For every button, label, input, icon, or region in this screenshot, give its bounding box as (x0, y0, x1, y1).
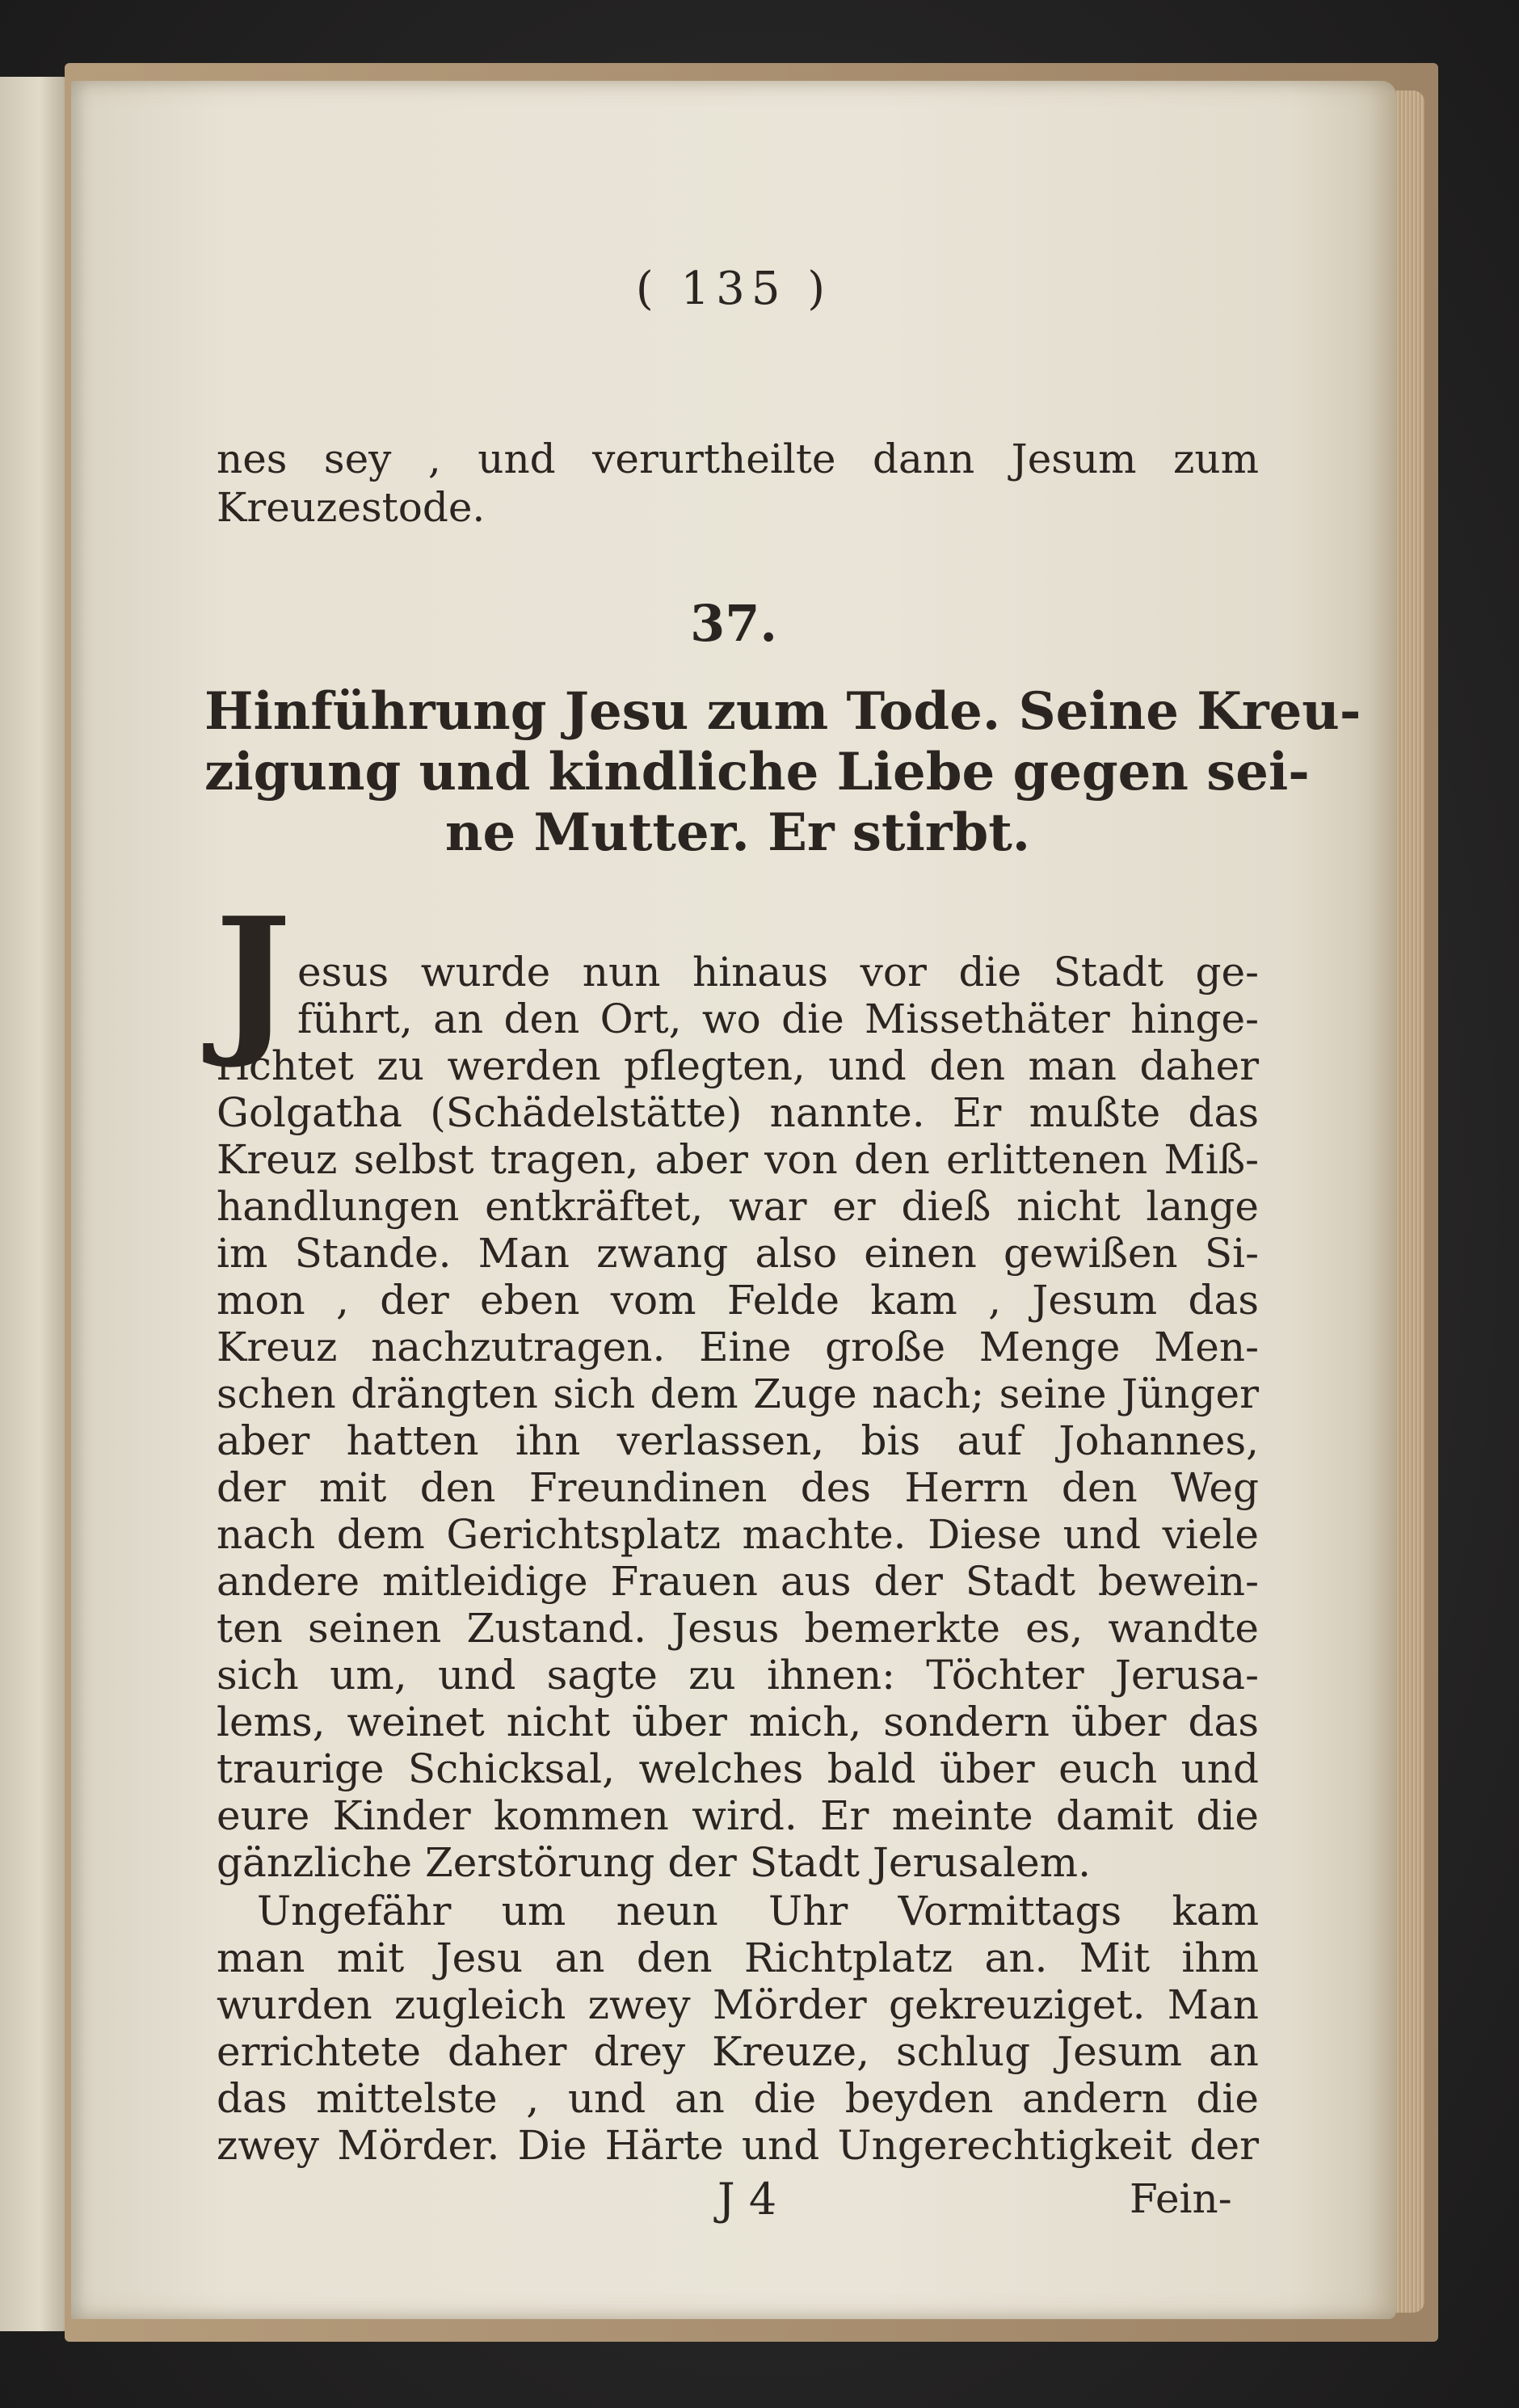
continuation-line: nes sey , und verurtheilte dann Jesum zum (217, 436, 1259, 482)
section-number: 37. (690, 594, 777, 653)
paragraph-line: sich um, und sagte zu ihnen: Töchter Jerusa- (217, 1652, 1259, 1699)
paragraph-line: eure Kinder kommen wird. Er meinte damit die (217, 1792, 1259, 1839)
section-heading-line: zigung und kindliche Liebe gegen sei- (204, 742, 1310, 802)
facing-page-edge (0, 77, 66, 2331)
book-page (71, 81, 1396, 2319)
paragraph-line: handlungen entkräftet, war er dieß nicht lange (217, 1183, 1259, 1230)
page-text (71, 81, 1396, 2319)
paragraph-line: ten seinen Zustand. Jesus bemerkte es, wandte (217, 1605, 1259, 1652)
paragraph-line: führt, an den Ort, wo die Missethäter hinge- (297, 996, 1259, 1042)
paragraph-line: man mit Jesu an den Richtplatz an. Mit ihm (217, 1934, 1259, 1981)
paragraph-line: nach dem Gerichtsplatz machte. Diese und viele (217, 1511, 1259, 1558)
paragraph-line: wurden zugleich zwey Mörder gekreuziget. Man (217, 1981, 1259, 2028)
paragraph-line: im Stande. Man zwang also einen gewißen Si- (217, 1230, 1259, 1277)
section-heading-line: Hinführung Jesu zum Tode. Seine Kreu- (204, 681, 1361, 742)
signature-mark: J 4 (717, 2174, 777, 2225)
paragraph-line: Golgatha (Schädelstätte) nannte. Er mußte das (217, 1089, 1259, 1136)
paragraph-line: der mit den Freundinen des Herrn den Weg (217, 1464, 1259, 1511)
continuation-line: Kreuzestode. (217, 484, 486, 531)
paragraph-line: esus wurde nun hinaus vor die Stadt ge- (297, 949, 1259, 996)
paragraph-line: andere mitleidige Frauen aus der Stadt bewein- (217, 1558, 1259, 1605)
paragraph-line: mon , der eben vom Felde kam , Jesum das (217, 1277, 1259, 1324)
paragraph-line: Kreuz selbst tragen, aber von den erlittenen Miß- (217, 1136, 1259, 1183)
paragraph-line: gänzliche Zerstörung der Stadt Jerusalem. (217, 1839, 1091, 1886)
paragraph-line: schen drängten sich dem Zuge nach; seine Jünger (217, 1370, 1259, 1417)
drop-cap-letter: J (215, 882, 292, 1072)
page-edges (1394, 91, 1424, 2313)
paragraph-line: errichtete daher drey Kreuze, schlug Jesum an (217, 2028, 1259, 2075)
section-heading-line: ne Mutter. Er stirbt. (444, 802, 1031, 863)
paragraph-line: richtet zu werden pflegten, und den man daher (217, 1042, 1259, 1089)
paragraph-line: Ungefähr um neun Uhr Vormittags kam (257, 1888, 1259, 1934)
catchword: Fein- (1130, 2175, 1232, 2222)
paragraph-line: traurige Schicksal, welches bald über euch und (217, 1745, 1259, 1792)
paragraph-line: das mittelste , und an die beyden andern die (217, 2075, 1259, 2122)
paragraph-line: zwey Mörder. Die Härte und Ungerechtigkeit der (217, 2122, 1259, 2169)
paragraph-line: lems, weinet nicht über mich, sondern über das (217, 1699, 1259, 1745)
paragraph-line: Kreuz nachzutragen. Eine große Menge Men- (217, 1324, 1259, 1370)
paragraph-line: aber hatten ihn verlassen, bis auf Johannes, (217, 1417, 1259, 1464)
page-number-header: ( 135 ) (635, 263, 832, 315)
